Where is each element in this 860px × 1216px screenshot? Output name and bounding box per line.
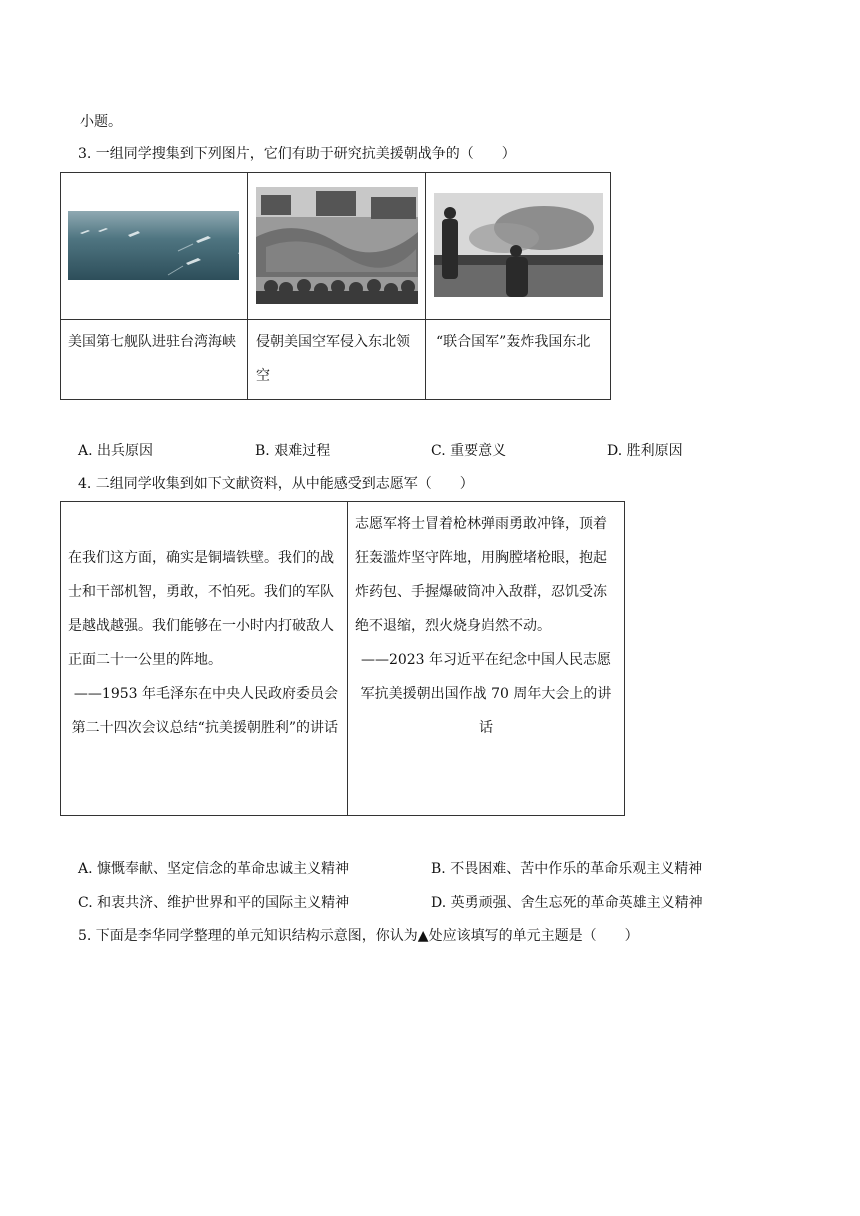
question-4-stem: 4. 二组同学收集到如下文献资料，从中能感受到志愿军（ ） xyxy=(78,476,474,492)
xi-quote-source: ——2023 年习近平在纪念中国人民志愿军抗美援朝出国作战 70 周年大会上的讲话 xyxy=(360,652,612,736)
bombing-ruins-photo xyxy=(256,187,418,304)
q4-option-d[interactable]: D. 英勇顽强、舍生忘死的革命英雄主义精神 xyxy=(431,895,703,911)
caption-fleet: 美国第七舰队进驻台湾海峡 xyxy=(68,334,236,350)
q4-option-a[interactable]: A. 慷慨奉献、坚定信念的革命忠诚主义精神 xyxy=(78,861,350,877)
caption-air-force: 侵朝美国空军侵入东北领空 xyxy=(256,334,410,384)
question-5-stem: 5. 下面是李华同学整理的单元知识结构示意图，你认为▲处应该填写的单元主题是（ ） xyxy=(78,928,639,944)
intro-tail: 小题。 xyxy=(80,114,122,130)
q4-option-c[interactable]: C. 和衷共济、维护世界和平的国际主义精神 xyxy=(78,895,350,911)
q4-option-b[interactable]: B. 不畏困难、苦中作乐的革命乐观主义精神 xyxy=(431,861,703,877)
q3-option-a[interactable]: A. 出兵原因 xyxy=(78,443,154,459)
question-3-stem: 3. 一组同学搜集到下列图片，它们有助于研究抗美援朝战争的（ ） xyxy=(78,146,516,162)
xi-quote: 志愿军将士冒着枪林弹雨勇敢冲锋，顶着狂轰滥炸坚守阵地，用胸膛堵枪眼，抱起炸药包、手握爆破筒冲入敌群，忍饥受冻绝不退缩，烈火烧身岿然不动。 xyxy=(355,516,607,634)
q3-option-c[interactable]: C. 重要意义 xyxy=(431,443,507,459)
mao-quote: 在我们这方面，确实是铜墙铁壁。我们的战士和干部机智，勇敢，不怕死。我们的军队是越战越强。我们能够在一小时内打破敌人正面二十一公里的阵地。 xyxy=(68,550,334,668)
caption-un-bombing: “联合国军”轰炸我国东北 xyxy=(436,334,591,350)
mao-quote-source: ——1953 年毛泽东在中央人民政府委员会第二十四次会议总结“抗美援朝胜利”的讲话 xyxy=(71,686,338,736)
q3-option-d[interactable]: D. 胜利原因 xyxy=(607,443,683,459)
q3-option-b[interactable]: B. 艰难过程 xyxy=(255,443,331,459)
soldiers-smoke-photo xyxy=(434,193,603,297)
fleet-photo xyxy=(68,211,239,280)
